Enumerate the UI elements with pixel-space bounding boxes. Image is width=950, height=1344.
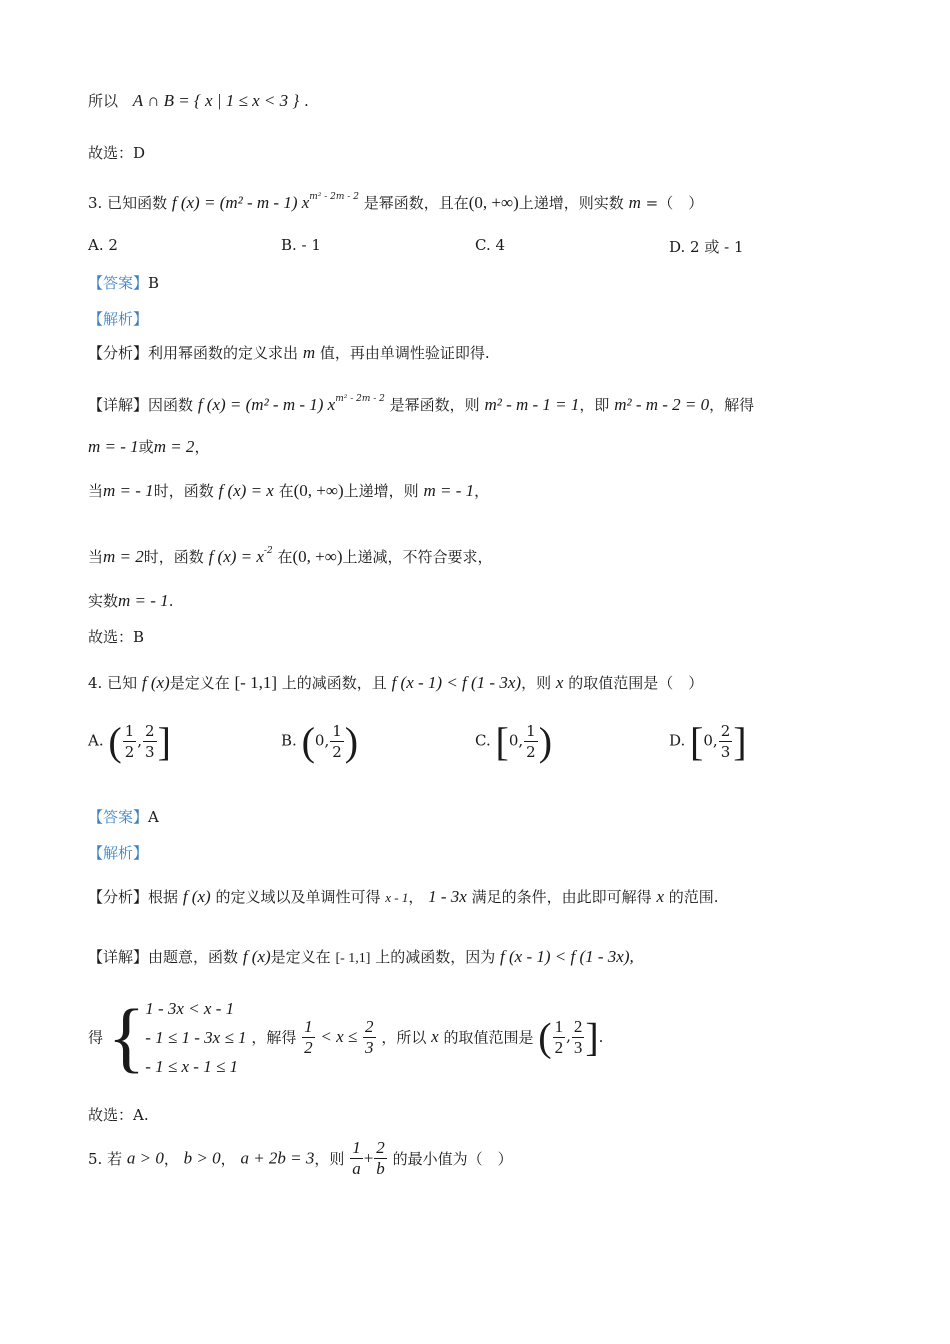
equation: m = 2 [153,437,195,456]
inequality: f (x - 1) < f (1 - 3x) [391,673,522,692]
text: 当 [88,482,104,500]
q3-stem [88,186,703,214]
left-bracket: ( [301,719,315,764]
text: 满足的条件，由此即可解得 [471,888,652,906]
function-expression: f (x) = x [218,481,274,500]
exponent: m² - 2m - 2 [309,192,359,202]
function-expression: f (x) = (m² - m - 1) x [197,395,336,414]
q2-conclusion [88,90,309,112]
q3-answer [88,272,159,294]
option-label: A. [88,731,104,750]
text: 根据 [148,888,179,906]
equation: m = - 1 [118,591,169,610]
value: 0, [314,731,330,750]
q4-option-b [281,718,358,765]
q3-fenxi [88,342,490,364]
function-expression: f (x) [242,947,271,966]
left-bracket: ( [108,719,122,764]
equation: m = - 1 [423,481,475,500]
text: 3. 已知函数 [88,194,168,212]
interval: (0, +∞) [468,193,519,212]
q3-option-b: B. - 1 [281,236,321,254]
text: 时，函数 [143,548,204,566]
q3-option-a: A. 2 [88,236,118,254]
equation: m = - 1 [88,437,139,456]
left-bracket: [ [690,719,704,764]
interval: [- 1,1] [234,673,277,692]
text: ， [220,1150,236,1168]
q4-option-d [669,718,747,765]
function-expression: f (x) = x [208,547,264,566]
system-brace: { [107,993,146,1080]
text: 得 [88,1028,104,1047]
variable: x [431,1027,439,1046]
answer-value: A [148,808,159,826]
q3-detail-2 [88,436,209,458]
text: 是幂函数，则 [389,396,480,414]
text: 因函数 [148,396,194,414]
right-bracket: ] [733,719,747,764]
right-bracket: ) [538,719,553,764]
text: ， [474,482,490,500]
equation: m² - m - 1 = 1 [484,395,580,414]
q4-detail-1 [88,946,634,970]
text: 在 [278,482,294,500]
left-bracket: ( [538,1014,552,1060]
fraction: $\frac{1}{2}$ [554,1016,564,1057]
interval: [- 1,1] [335,951,371,966]
q3-choose: 故选：B [88,628,145,646]
detail-tag: 【详解】 [88,948,149,966]
equation: m = 2 [103,547,144,566]
text: 当 [88,548,104,566]
option-label: B. [281,731,297,750]
interval: (0, +∞) [293,481,344,500]
text: 所以 [88,92,119,110]
exponent: m² - 2m - 2 [335,394,385,404]
text: 值，再由单调性验证即得. [319,344,490,362]
q3-detail-3 [88,480,489,502]
text: 上的减函数，且 [281,674,387,692]
text: ，所以 [381,1028,427,1047]
fenxi-tag: 【分析】 [88,888,149,906]
text: 是幂函数，且在 [363,194,469,212]
text: ，解得 [251,1028,297,1047]
variable: x [656,887,664,906]
q4-detail-2: 得 { 1 - 3x < x - 1 - 1 ≤ 1 - 3x ≤ 1 - 1 ≤ x - 1 ≤ 1 ，解得 $\frac{1}{2}$ < x ≤ $\frac{2}{3}$ ，所以 x 的取值范围是 ( $\frac{1}{2}$ , $\frac{2}{3}$ ]. [88,993,604,1080]
fraction: $\frac{2}{3}$ [573,1016,583,1057]
text: 的取值范围是（ ） [568,674,704,692]
fraction: $\frac{1}{2}$ [332,722,342,761]
value: 0, [703,731,718,750]
value: 0, [508,731,524,750]
right-bracket: ) [344,719,359,764]
text: 上递增，则 [343,482,419,500]
fenxi-tag: 【分析】 [88,344,149,362]
inequality: f (x - 1) < f (1 - 3x), [500,947,634,966]
function-expression: f (x) [141,673,170,692]
text: ， [194,438,210,456]
text: 上递增，则实数 [518,194,624,212]
inequality: < x ≤ [320,1027,358,1046]
q4-stem [88,672,703,694]
answer-tag: 【答案】 [88,808,149,826]
fraction: $\frac{2}{3}$ [720,722,731,761]
fraction: $\frac{2}{3}$ [145,722,155,761]
fraction: $\frac{1}{2}$ [124,722,135,761]
exponent: -2 [263,546,273,556]
text: 或 [138,438,154,456]
text: 利用幂函数的定义求出 [148,344,299,362]
text: . [598,1028,604,1046]
answer-value: B [148,274,160,292]
text: =（ ） [645,194,704,212]
fraction: $\frac{1}{2}$ [526,722,536,761]
text: 4. 已知 [88,674,138,692]
condition: b > 0 [183,1148,221,1168]
text: ， [408,888,424,906]
variable: m [628,193,641,212]
q3-option-d: D. 2 或 - 1 [669,238,744,256]
answer-tag: 【答案】 [88,274,149,292]
set-expression: A ∩ B = { x | 1 ≤ x < 3 } [132,91,300,110]
text: 实数 [88,592,119,610]
detail-tag: 【详解】 [88,396,149,414]
text: . [168,592,174,610]
fraction: $\frac{1}{2}$ [304,1016,313,1057]
text: ，即 [579,396,610,414]
text: 的最小值为（ ） [392,1150,513,1168]
fraction: $\frac{1}{a}$ [352,1138,361,1178]
interval: (0, +∞) [292,547,343,566]
system-row: - 1 ≤ 1 - 3x ≤ 1 [145,1027,247,1047]
plus-sign: + [363,1148,374,1168]
q3-option-c: C. 4 [475,236,506,254]
q4-choose: 故选：A. [88,1106,149,1124]
text: 上的减函数，因为 [375,948,496,966]
option-label: C. [475,731,491,750]
text: 是定义在 [270,948,331,966]
fraction: $\frac{2}{b}$ [376,1138,385,1178]
text: . [303,92,309,110]
condition: a + 2b = 3 [240,1148,315,1168]
system-row: - 1 ≤ x - 1 ≤ 1 [145,1056,239,1076]
text: 是定义在 [169,674,230,692]
text: ， [163,1150,179,1168]
equation: m² - m - 2 = 0 [614,395,710,414]
text: 的取值范围是 [443,1028,534,1047]
function-expression: f (x) [182,887,211,906]
q4-option-c [475,718,552,765]
q3-detail-5 [88,590,173,612]
text: ，则 [521,674,552,692]
right-bracket: ] [585,1014,599,1060]
q3-analysis-tag: 【解析】 [88,310,149,328]
text: ，则 [314,1150,345,1168]
system-row: 1 - 3x < x - 1 [145,998,235,1018]
text: 由题意，函数 [148,948,239,966]
text: 时，函数 [153,482,214,500]
text: 的定义域以及单调性可得 [215,888,381,906]
right-bracket: ] [157,719,171,764]
equation: m = - 1 [103,481,154,500]
text: 的范围. [668,888,719,906]
q3-detail-4 [88,540,493,568]
expression: 1 - 3x [428,887,467,906]
inequality-system [145,994,246,1081]
expression: x - 1 [385,890,409,905]
text: 在 [277,548,293,566]
variable: m [302,343,316,362]
q5-stem [88,1138,513,1179]
function-expression: f (x) = (m² - m - 1) x [171,193,310,212]
q4-answer [88,806,159,828]
q4-fenxi [88,886,719,909]
condition: a > 0 [126,1148,164,1168]
text: 5. 若 [88,1150,123,1168]
text: 上递减，不符合要求， [342,548,493,566]
text: ，解得 [709,396,755,414]
left-bracket: [ [495,719,509,764]
option-label: D. [669,731,686,750]
q2-choose: 故选：D [88,144,146,162]
fraction: $\frac{2}{3}$ [365,1016,374,1057]
q4-analysis-tag: 【解析】 [88,844,149,862]
q4-option-a: A. ( $\frac{1}{2}$ , $\frac{2}{3}$ ] [88,719,171,764]
q3-detail-1 [88,388,754,416]
variable: x [555,673,564,692]
